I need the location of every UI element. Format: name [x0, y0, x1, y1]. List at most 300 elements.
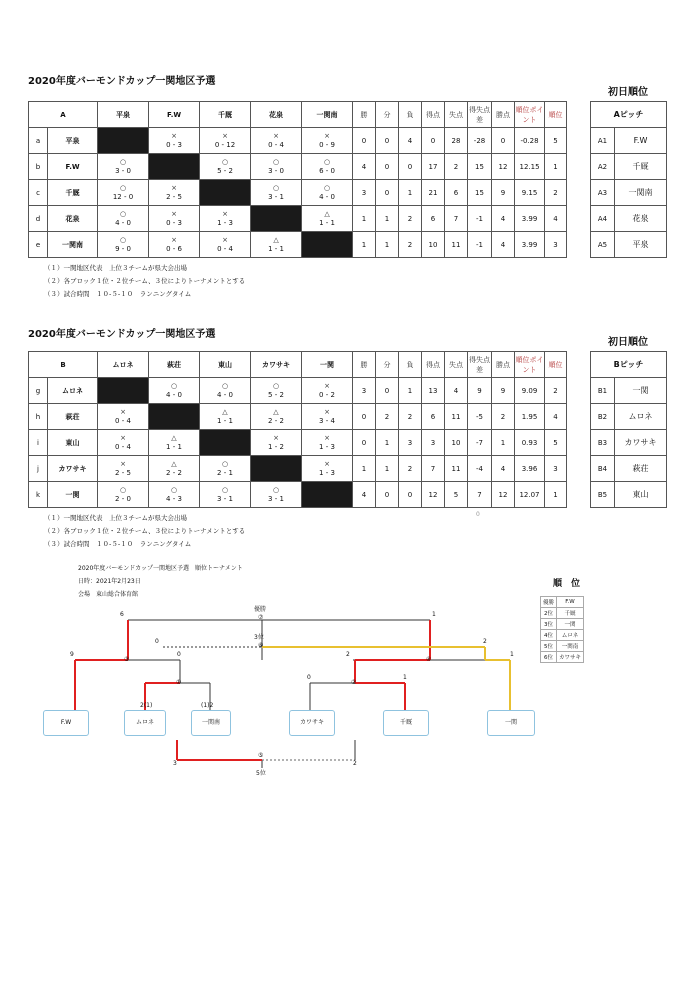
stat-cell: 2	[399, 206, 422, 232]
block-b-label: B	[29, 352, 98, 378]
rank-key: B3	[591, 430, 615, 456]
stat-header: 勝点	[492, 102, 515, 128]
result-mark: ×	[324, 381, 330, 390]
stat-cell: 0	[353, 404, 376, 430]
row-index: c	[29, 180, 48, 206]
row-team-name: 東山	[48, 430, 98, 456]
block-a-label: A	[29, 102, 98, 128]
team-col-header: 一関	[302, 352, 353, 378]
row-index: e	[29, 232, 48, 258]
team-col-header: 東山	[200, 352, 251, 378]
result-mark: ×	[222, 131, 228, 140]
match-score: 0 - 4	[115, 416, 131, 425]
final-rank-team: ムロネ	[557, 630, 584, 641]
result-mark: ×	[324, 459, 330, 468]
rank-team: ムロネ	[615, 404, 667, 430]
team-col-header: F.W	[149, 102, 200, 128]
stat-cell: -5	[468, 404, 492, 430]
match-score: 5 - 2	[217, 166, 233, 175]
team-col-header: 萩荘	[149, 352, 200, 378]
stat-cell: 0	[399, 482, 422, 508]
stat-cell: 12	[492, 154, 515, 180]
stat-cell: 4	[545, 404, 567, 430]
stat-cell: 4	[445, 378, 468, 404]
stat-cell: 6	[422, 206, 445, 232]
row-team-name: ムロネ	[48, 378, 98, 404]
final-rank-place: 優勝	[541, 597, 557, 608]
stat-cell: 4	[492, 456, 515, 482]
bracket-score: 0	[307, 674, 311, 681]
row-team-name: 平泉	[48, 128, 98, 154]
match-score: 9 - 0	[115, 244, 131, 253]
stat-cell: 17	[422, 154, 445, 180]
stat-cell: 11	[445, 456, 468, 482]
stat-cell: -1	[468, 206, 492, 232]
stat-cell: 1	[545, 482, 567, 508]
stat-cell: 1	[376, 206, 399, 232]
stat-header: 順位ポイント	[515, 352, 545, 378]
rank-key: B5	[591, 482, 615, 508]
result-mark: ○	[323, 183, 331, 192]
stat-cell: 2	[545, 180, 567, 206]
bracket-score: 2	[353, 760, 357, 767]
bracket-team-box: ムロネ	[124, 710, 166, 736]
result-mark: △	[273, 407, 279, 416]
match-score: 3 - 4	[319, 416, 335, 425]
stat-cell: 5	[545, 128, 567, 154]
stat-cell: 12	[422, 482, 445, 508]
stat-cell: 2	[376, 404, 399, 430]
stat-cell: 6	[445, 180, 468, 206]
final-rank-team: カワサキ	[557, 652, 584, 663]
match-score: 1 - 2	[268, 442, 284, 451]
result-mark: ×	[222, 235, 228, 244]
stat-header: 順位ポイント	[515, 102, 545, 128]
match-score: 0 - 4	[115, 442, 131, 451]
match-score: 2 - 0	[115, 494, 131, 503]
final-ranking-table	[540, 596, 584, 663]
result-mark: △	[171, 433, 177, 442]
result-mark: ×	[273, 433, 279, 442]
bracket-team-box: F.W	[43, 710, 89, 736]
row-team-name: F.W	[48, 154, 98, 180]
stat-cell: 0	[376, 128, 399, 154]
final-rank-team: 一関南	[557, 641, 584, 652]
bracket-team-box: 千厩	[383, 710, 429, 736]
stat-cell: 2	[545, 378, 567, 404]
row-index: h	[29, 404, 48, 430]
bracket-score: 3	[173, 760, 177, 767]
stat-cell: 9.09	[515, 378, 545, 404]
rank-team: F.W	[615, 128, 667, 154]
stat-cell: 4	[353, 154, 376, 180]
stat-cell: 1.95	[515, 404, 545, 430]
match-score: 1 - 3	[319, 468, 335, 477]
stat-cell: 12	[492, 482, 515, 508]
stat-cell: -4	[468, 456, 492, 482]
note-line: （２）各ブロック１位・２位チーム、３位によりトーナメントとする	[44, 527, 246, 535]
result-mark: ×	[120, 407, 126, 416]
bracket-date: 日時：2021年2月23日	[78, 578, 141, 585]
row-team-name: 花泉	[48, 206, 98, 232]
match-score: 0 - 3	[166, 218, 182, 227]
row-team-name: 萩荘	[48, 404, 98, 430]
row-index: k	[29, 482, 48, 508]
stat-cell: 0.93	[515, 430, 545, 456]
rank-key: A4	[591, 206, 615, 232]
stat-cell: 4	[492, 206, 515, 232]
bracket-score: 1	[432, 611, 436, 618]
row-team-name: カワサキ	[48, 456, 98, 482]
rank-key: A2	[591, 154, 615, 180]
final-rank-row	[541, 608, 584, 619]
result-mark: ×	[171, 235, 177, 244]
rank-team: カワサキ	[615, 430, 667, 456]
result-mark: ○	[170, 381, 178, 390]
stat-header: 失点	[445, 102, 468, 128]
block-a-rank-title: 初日順位	[608, 87, 648, 98]
stat-cell: 1	[353, 232, 376, 258]
stat-cell: 0	[376, 180, 399, 206]
stat-cell: 21	[422, 180, 445, 206]
final-rank-team: 千厩	[557, 608, 584, 619]
stat-cell: 1	[353, 206, 376, 232]
rank-key: B4	[591, 456, 615, 482]
match-score: 3 - 1	[217, 494, 233, 503]
stat-cell: 11	[445, 232, 468, 258]
bracket-score: 2	[346, 651, 350, 658]
match-score: 4 - 0	[115, 218, 131, 227]
result-mark: ○	[272, 485, 280, 494]
rank-team: 千厩	[615, 154, 667, 180]
result-mark: ×	[273, 131, 279, 140]
stat-cell: 10	[445, 430, 468, 456]
row-index: i	[29, 430, 48, 456]
match-score: 4 - 0	[166, 390, 182, 399]
row-index: j	[29, 456, 48, 482]
rank-key: B2	[591, 404, 615, 430]
match-score: 1 - 3	[319, 442, 335, 451]
team-col-header: カワサキ	[251, 352, 302, 378]
match-number: ⑦	[258, 614, 264, 621]
stat-cell: 1	[399, 180, 422, 206]
bracket-score: 1	[510, 651, 514, 658]
rank-team: 花泉	[615, 206, 667, 232]
result-mark: ×	[324, 131, 330, 140]
result-mark: ○	[221, 381, 229, 390]
stat-cell: 7	[468, 482, 492, 508]
result-mark: ○	[272, 183, 280, 192]
final-rank-place: 5位	[541, 641, 557, 652]
stat-cell: 15	[468, 154, 492, 180]
bracket-seed: 2(1)	[140, 702, 153, 709]
stat-cell: 4	[353, 482, 376, 508]
stat-cell: 12.15	[515, 154, 545, 180]
row-team-name: 一関南	[48, 232, 98, 258]
team-col-header: ムロネ	[98, 352, 149, 378]
match-score: 1 - 1	[268, 244, 284, 253]
stat-header: 得失点差	[468, 102, 492, 128]
stat-cell: 2	[399, 232, 422, 258]
stat-header: 負	[399, 102, 422, 128]
match-number: ③	[124, 656, 130, 663]
stat-cell: 6	[422, 404, 445, 430]
row-index: a	[29, 128, 48, 154]
result-mark: △	[222, 407, 228, 416]
third-label: 3位	[254, 634, 264, 641]
match-score: 3 - 0	[268, 166, 284, 175]
rank-team: 平泉	[615, 232, 667, 258]
final-rank-row	[541, 641, 584, 652]
stat-cell: 2	[399, 404, 422, 430]
rank-team: 萩荘	[615, 456, 667, 482]
stat-cell: 3.99	[515, 206, 545, 232]
match-score: 6 - 0	[319, 166, 335, 175]
match-score: 0 - 9	[319, 140, 335, 149]
stat-cell: 0	[376, 482, 399, 508]
stat-header: 勝	[353, 102, 376, 128]
rank-team: 一関	[615, 378, 667, 404]
team-col-header: 花泉	[251, 102, 302, 128]
rank-team: 東山	[615, 482, 667, 508]
stat-cell: 1	[376, 232, 399, 258]
bracket-title: 2020年度バーモンドカップ一関地区予選 順位トーナメント	[78, 565, 243, 572]
match-number: ②	[351, 679, 357, 686]
row-team-name: 千厩	[48, 180, 98, 206]
team-col-header: 千厩	[200, 102, 251, 128]
match-score: 0 - 12	[214, 140, 236, 149]
team-col-header: 一関南	[302, 102, 353, 128]
stat-header: 得失点差	[468, 352, 492, 378]
bracket-seed: (1)2	[201, 702, 214, 709]
rank-key: A1	[591, 128, 615, 154]
stat-cell: 0	[376, 154, 399, 180]
stat-cell: 9	[492, 378, 515, 404]
result-mark: ○	[221, 485, 229, 494]
stat-cell: 9.15	[515, 180, 545, 206]
result-mark: ×	[171, 131, 177, 140]
final-rank-place: 6位	[541, 652, 557, 663]
final-rank-place: 4位	[541, 630, 557, 641]
stat-cell: 3	[353, 180, 376, 206]
stat-cell: 3	[422, 430, 445, 456]
result-mark: ○	[323, 157, 331, 166]
stat-cell: 7	[445, 206, 468, 232]
stat-header: 順位	[545, 102, 567, 128]
final-rank-team: F.W	[557, 597, 584, 608]
result-mark: ○	[221, 459, 229, 468]
match-score: 12 - 0	[112, 192, 134, 201]
stat-cell: 1	[376, 430, 399, 456]
final-ranking-title: 順 位	[553, 579, 581, 589]
stat-cell: 7	[422, 456, 445, 482]
result-mark: ○	[119, 485, 127, 494]
final-rank-row	[541, 597, 584, 608]
stat-header: 勝	[353, 352, 376, 378]
match-number: ⑥	[258, 642, 264, 649]
stat-cell: 1	[353, 456, 376, 482]
result-mark: ○	[119, 157, 127, 166]
result-mark: △	[324, 209, 330, 218]
stat-cell: 4	[545, 206, 567, 232]
stat-cell: 5	[545, 430, 567, 456]
note-line: （２）各ブロック１位・２位チーム、３位によりトーナメントとする	[44, 277, 246, 285]
stat-cell: 1	[492, 430, 515, 456]
stat-cell: -7	[468, 430, 492, 456]
stat-cell: 1	[545, 154, 567, 180]
rank-key: A5	[591, 232, 615, 258]
result-mark: ×	[324, 433, 330, 442]
stat-cell: 9	[468, 378, 492, 404]
stat-cell: 1	[399, 378, 422, 404]
row-team-name: 一関	[48, 482, 98, 508]
match-score: 1 - 3	[217, 218, 233, 227]
stat-cell: -28	[468, 128, 492, 154]
match-score: 0 - 4	[268, 140, 284, 149]
match-score: 2 - 1	[217, 468, 233, 477]
stat-cell: 2	[492, 404, 515, 430]
bracket-score: 2	[483, 638, 487, 645]
block-a-pitch-header: Aピッチ	[591, 102, 667, 128]
stat-cell: 3.96	[515, 456, 545, 482]
stat-cell: -1	[468, 232, 492, 258]
match-score: 3 - 0	[115, 166, 131, 175]
note-line: （３）試合時間 １０-５-１０ ランニングタイム	[44, 290, 192, 298]
bracket-score: 0	[177, 651, 181, 658]
match-score: 0 - 2	[319, 390, 335, 399]
stat-cell: 13	[422, 378, 445, 404]
stat-cell: 2	[445, 154, 468, 180]
stat-cell: 3	[545, 456, 567, 482]
match-score: 4 - 0	[217, 390, 233, 399]
result-mark: △	[171, 459, 177, 468]
stat-cell: 3.99	[515, 232, 545, 258]
result-mark: ○	[170, 485, 178, 494]
stray-mark: 0	[476, 511, 480, 518]
stat-cell: 28	[445, 128, 468, 154]
bracket-score: 9	[70, 651, 74, 658]
block-b-title: 2020年度バーモンドカップ一関地区予選	[28, 329, 216, 340]
result-mark: ○	[119, 183, 127, 192]
stat-cell: 3	[399, 430, 422, 456]
result-mark: ○	[221, 157, 229, 166]
block-b-rank-title: 初日順位	[608, 337, 648, 348]
match-score: 1 - 1	[319, 218, 335, 227]
stat-header: 勝点	[492, 352, 515, 378]
match-score: 1 - 1	[166, 442, 182, 451]
result-mark: ×	[171, 209, 177, 218]
stat-cell: 2	[399, 456, 422, 482]
bracket-score: 1	[403, 674, 407, 681]
stat-cell: 3	[545, 232, 567, 258]
match-score: 2 - 5	[115, 468, 131, 477]
final-rank-place: 2位	[541, 608, 557, 619]
result-mark: ○	[272, 157, 280, 166]
match-score: 2 - 2	[166, 468, 182, 477]
match-score: 2 - 2	[268, 416, 284, 425]
note-line: （１）一関地区代表 上位３チームが県大会出場	[44, 514, 187, 522]
final-rank-row	[541, 619, 584, 630]
result-mark: ×	[120, 459, 126, 468]
rank-key: B1	[591, 378, 615, 404]
match-score: 1 - 1	[217, 416, 233, 425]
stat-cell: 11	[445, 404, 468, 430]
stat-cell: 4	[492, 232, 515, 258]
stat-cell: 0	[353, 128, 376, 154]
stat-cell: 5	[445, 482, 468, 508]
stat-cell: 4	[399, 128, 422, 154]
stat-header: 失点	[445, 352, 468, 378]
stat-header: 負	[399, 352, 422, 378]
bracket-team-box: カワサキ	[289, 710, 335, 736]
match-score: 3 - 1	[268, 192, 284, 201]
match-number: ⑤	[258, 752, 264, 759]
final-rank-row	[541, 630, 584, 641]
stat-cell: -0.28	[515, 128, 545, 154]
match-number: ④	[426, 656, 432, 663]
match-score: 4 - 3	[166, 494, 182, 503]
stat-cell: 15	[468, 180, 492, 206]
match-number: ①	[176, 679, 182, 686]
final-rank-team: 一関	[557, 619, 584, 630]
rank-key: A3	[591, 180, 615, 206]
result-mark: ○	[119, 209, 127, 218]
stat-header: 分	[376, 352, 399, 378]
stat-cell: 12.07	[515, 482, 545, 508]
row-index: b	[29, 154, 48, 180]
stat-cell: 10	[422, 232, 445, 258]
bracket-team-box: 一関	[487, 710, 535, 736]
result-mark: ×	[171, 183, 177, 192]
stat-header: 得点	[422, 352, 445, 378]
result-mark: ×	[120, 433, 126, 442]
note-line: （３）試合時間 １０-５-１０ ランニングタイム	[44, 540, 192, 548]
row-index: g	[29, 378, 48, 404]
match-score: 2 - 5	[166, 192, 182, 201]
bracket-score: 0	[155, 638, 159, 645]
stat-cell: 1	[376, 456, 399, 482]
result-mark: ○	[272, 381, 280, 390]
match-score: 5 - 2	[268, 390, 284, 399]
match-score: 0 - 4	[217, 244, 233, 253]
match-score: 0 - 6	[166, 244, 182, 253]
bracket-venue: 会場 東山総合体育館	[78, 591, 139, 598]
stat-cell: 3	[353, 378, 376, 404]
result-mark: ○	[119, 235, 127, 244]
stat-cell: 0	[353, 430, 376, 456]
bracket-team-box: 一関南	[191, 710, 231, 736]
note-line: （１）一関地区代表 上位３チームが県大会出場	[44, 264, 187, 272]
block-b-pitch-header: Bピッチ	[591, 352, 667, 378]
result-mark: ×	[324, 407, 330, 416]
stat-cell: 0	[376, 378, 399, 404]
stat-header: 分	[376, 102, 399, 128]
final-rank-place: 3位	[541, 619, 557, 630]
final-label: 優勝	[254, 606, 267, 613]
match-score: 3 - 1	[268, 494, 284, 503]
stat-header: 順位	[545, 352, 567, 378]
rank-team: 一関南	[615, 180, 667, 206]
result-mark: △	[273, 235, 279, 244]
stat-cell: 9	[492, 180, 515, 206]
final-rank-row	[541, 652, 584, 663]
stat-cell: 0	[399, 154, 422, 180]
stat-cell: 0	[422, 128, 445, 154]
block-a-title: 2020年度バーモンドカップ一関地区予選	[28, 76, 216, 87]
match-score: 4 - 0	[319, 192, 335, 201]
fifth-label: 5位	[256, 770, 266, 777]
stat-cell: 0	[492, 128, 515, 154]
